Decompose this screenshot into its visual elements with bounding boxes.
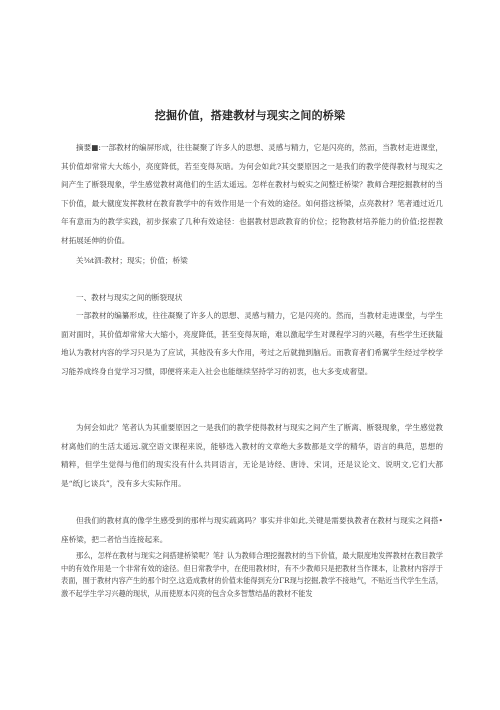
keywords-line: [61, 252, 443, 271]
body-paragraph-2: 为何会如此？笔者认为其重要原因之一是我们的教学使得教材与现实之间产生了断离、断裂现象，学生感觉教材离他们的生活太遥远.就空语文课程来说，能够选入教材的文章绝大多数都是文学的精华，语言的典范，思想的精粹，但学生觉得与他们的现实没有什么共同语言，无论是诗经、唐诗、宋词，还是议论文、说明文,它们大都是“纸J匕谈兵”，没有多大实际作用。: [61, 423, 443, 488]
abstract-text: 一部教材的编屏形成，往往凝聚了许多人的思想、灵感与精力，它是闪亮的，然而，当教材走进课堂，其价值却常常大大练小，亮度降低，若至变得灰暗。为何会如此?其交要原因之一是我们的教学使得教材与现实之间产生了断裂现象，学生感觉教材离他们的生活太遥远。怎样在教材与蜕实之间整迁桥梁？教师合理挖掘教材的当下价值，最大僦度发挥教材在教育教学中的有效作用是一个有效的途径。如何搭这桥梁，点亮教材？笔者通过近几年有意而为的教学实践，初步探索了几种有效途径：也据教材思政教育的价位；挖物教材培养能力的价值;挖捏教材拓展延伸的价值。: [61, 143, 444, 245]
section-heading: 一、教材与现实之间的断裂现状: [76, 293, 183, 302]
body-paragraph-4: 那么，怎样在教材与现实之间搭建桥梁呢？笔扌认为教师合理挖掘教材的当下价值，最大限度地发挥教材在教目教学中的有效作用是一个非常有效的途径。但日常教学中，在使用教材时，有不少教师只是把教材当作课本，让教材内容浮于表面，囿于教材内容产生的那个时空,这造成教材的价值未能得到充分ΓR现与挖掘,教学不接地气，不贴近当代学生生活，激不起学生学习兴趣的现状，从而使原本闪亮的包含众多智慧结晶的教材不能发: [61, 551, 443, 598]
abstract-label: 摘要■:: [76, 143, 101, 152]
body-paragraph-3: 但我们的教材真的像学生感受到的那样与现实疏离吗？事实并非如此,关键是需要执教者在教材与现实之间搭•座桥梁，把二者恰当连接起来。: [61, 516, 443, 544]
keywords-label: 关⅜t泗:: [76, 256, 105, 265]
document-title: 挖掘价值，搭建教材与现实之间的桥梁: [154, 109, 346, 122]
keywords-text: 教材；现实；价值；桥梁: [104, 256, 188, 265]
abstract-paragraph: [61, 139, 443, 251]
body-paragraph-1: 一部教材的编纂形成，往往凝聚了许多人的思想、灵感与精力，它是闪亮的。然而，当教材走进课堂，与学生面对面时，其价值却常常大大缩小，亮度降低，甚至变得灰暗，难以激起学生对课程学习的兴趣，有些学生还狭隘地认为教材内容的学习只是为了应试，其他没有多大作用，考过之后就抛到脑后。而教育者们希翼学生经过学校学习能养成终身自觉学习习惯，即便将来走入社会也能继续坚持学习的初衷，也大多变成奢望。: [61, 311, 443, 376]
